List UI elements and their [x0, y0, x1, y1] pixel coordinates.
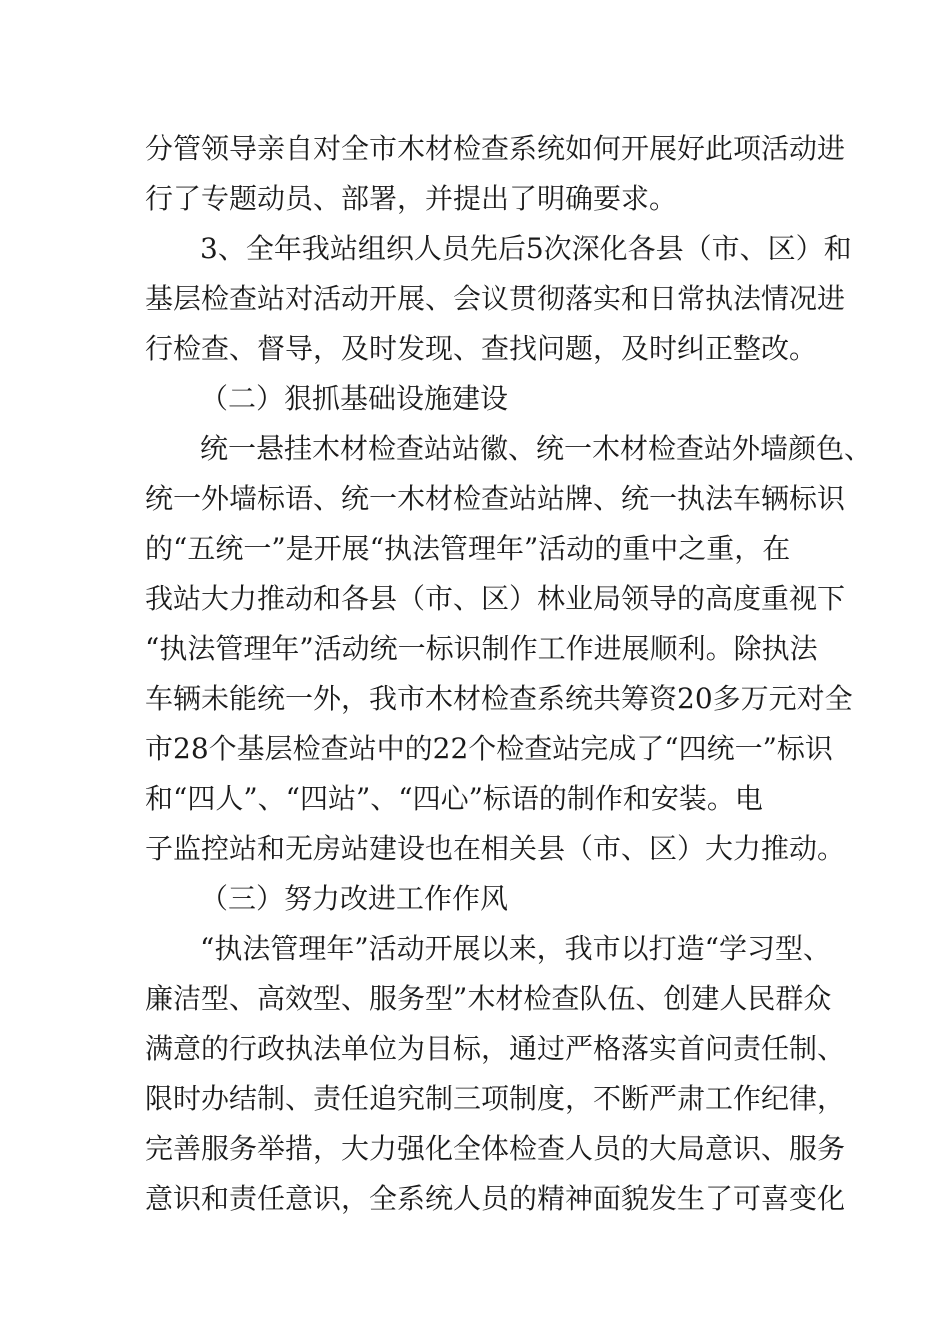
text-line: 满意的行政执法单位为目标，通过严格落实首问责任制、 [145, 1032, 846, 1065]
text-line: 统一悬挂木材检查站站徽、统一木材检查站外墙颜色、 [200, 432, 873, 465]
text-line: 廉洁型、高效型、服务型”木材检查队伍、创建人民群众 [145, 982, 832, 1015]
text-line: 子监控站和无房站建设也在相关县（市、区）大力推动。 [145, 832, 846, 865]
text-line: 市28个基层检查站中的22个检查站完成了“四统一”标识 [145, 732, 833, 765]
text-line: “执法管理年”活动开展以来，我市以打造“学习型、 [200, 932, 831, 965]
text-line: 和“四人”、“四站”、“四心”标语的制作和安装。电 [145, 782, 763, 815]
text-line: 统一外墙标语、统一木材检查站站牌、统一执法车辆标识 [145, 482, 846, 515]
text-line: 完善服务举措，大力强化全体检查人员的大局意识、服务 [145, 1132, 846, 1165]
section-heading: （二）狠抓基础设施建设 [200, 382, 509, 415]
text-line: 意识和责任意识，全系统人员的精神面貌发生了可喜变化 [145, 1182, 846, 1215]
text-line: 我站大力推动和各县（市、区）林业局领导的高度重视下 [145, 582, 846, 615]
text-line: 车辆未能统一外，我市木材检查系统共筹资20多万元对全 [145, 682, 853, 715]
text-line: 行了专题动员、部署，并提出了明确要求。 [145, 182, 678, 215]
text-line: 分管领导亲自对全市木材检查系统如何开展好此项活动进 [145, 132, 846, 165]
text-line: 限时办结制、责任追究制三项制度，不断严肃工作纪律， [145, 1082, 846, 1115]
text-line: 的“五统一”是开展“执法管理年”活动的重中之重，在 [145, 532, 791, 565]
text-line: “执法管理年”活动统一标识制作工作进展顺利。除执法 [145, 632, 818, 665]
text-line: 基层检查站对活动开展、会议贯彻落实和日常执法情况进 [145, 282, 846, 315]
section-heading: （三）努力改进工作作风 [200, 882, 509, 915]
text-line: 行检查、督导，及时发现、查找问题，及时纠正整改。 [145, 332, 818, 365]
text-line: 3、全年我站组织人员先后5次深化各县（市、区）和 [200, 232, 852, 265]
